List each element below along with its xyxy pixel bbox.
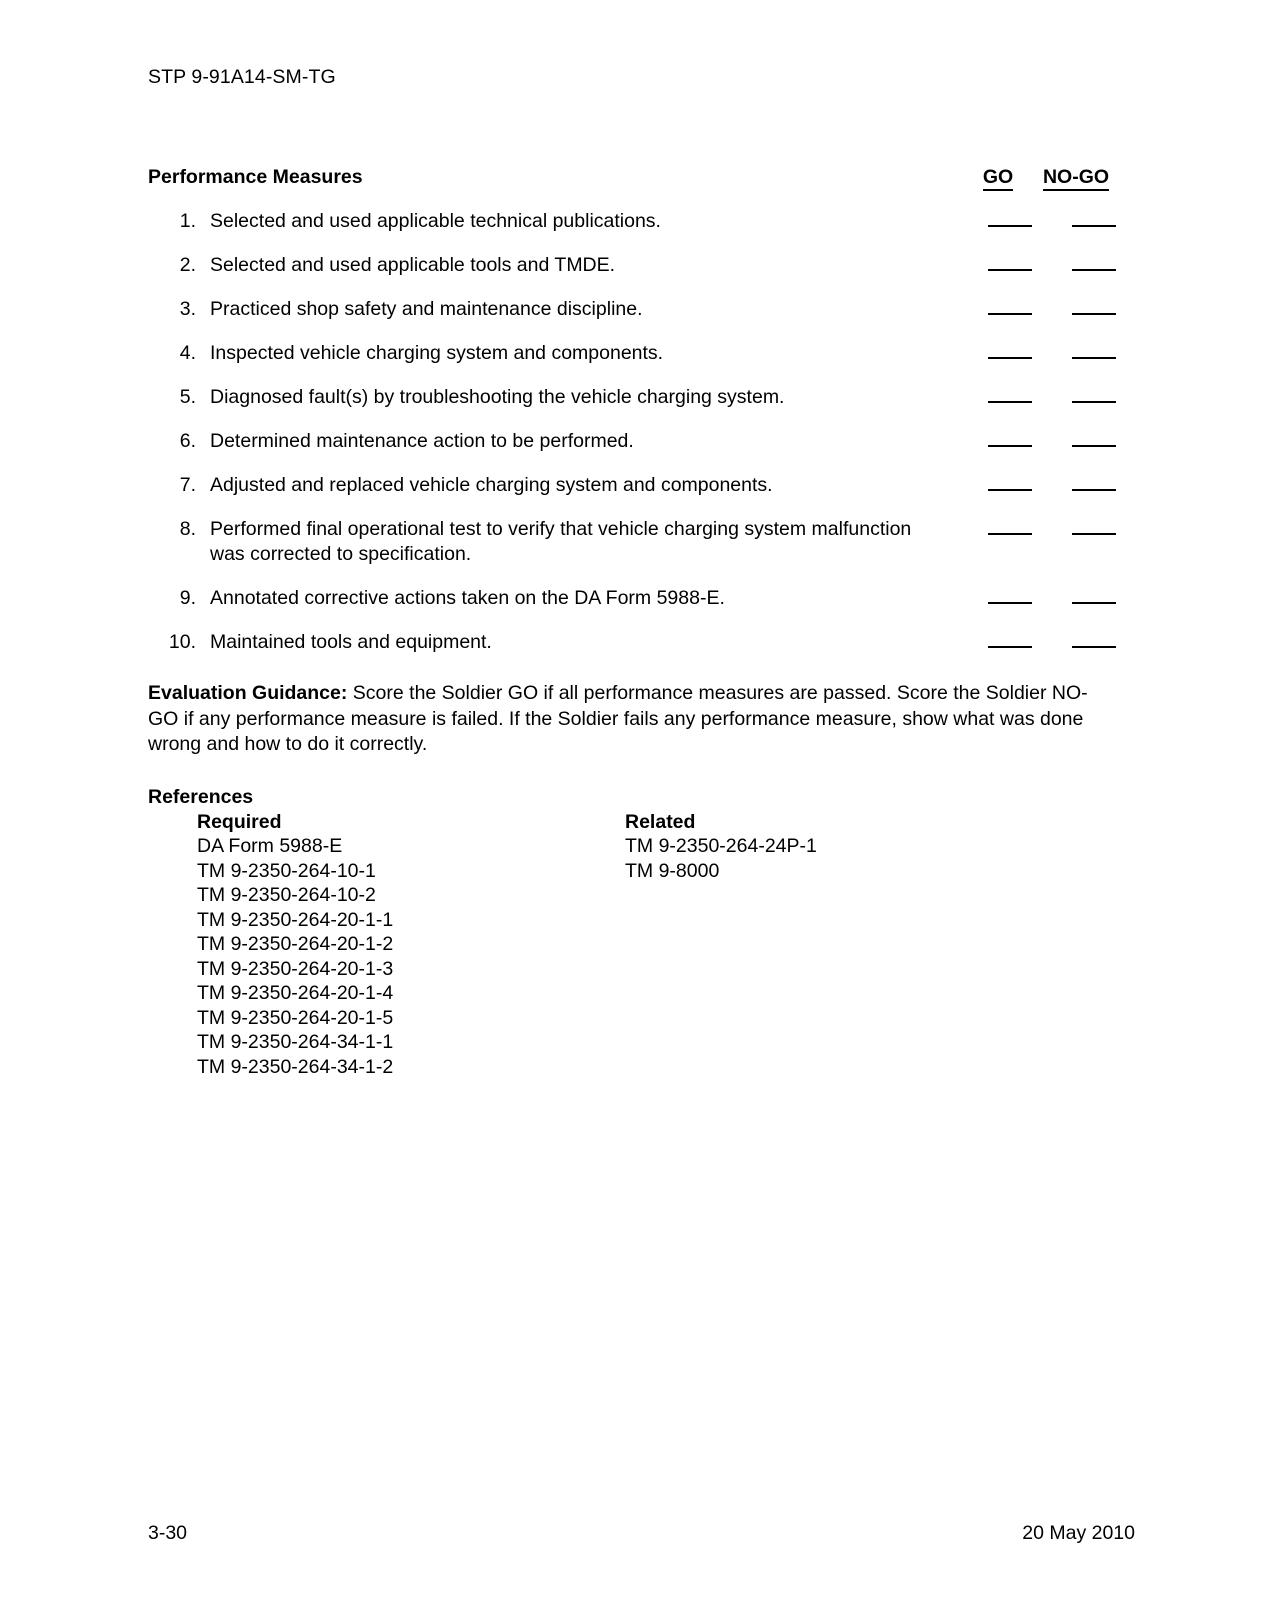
reference-item: TM 9-2350-264-20-1-3: [197, 957, 394, 980]
measure-nogo-blank[interactable]: [1072, 401, 1116, 403]
column-header-nogo: [1038, 166, 1114, 189]
references-related-heading: Related: [625, 810, 696, 833]
measure-go-blank[interactable]: [988, 313, 1032, 315]
measure-text: Selected and used applicable technical publications.: [210, 210, 661, 232]
evaluation-guidance-label: Evaluation Guidance:: [148, 682, 348, 704]
reference-item: TM 9-2350-264-20-1-5: [197, 1006, 394, 1029]
references-heading: References: [148, 785, 254, 808]
measure-text: Practiced shop safety and maintenance discipline.: [210, 298, 643, 320]
measure-number: 2.: [179, 254, 196, 276]
measure-row: [148, 385, 1114, 410]
measure-text: Selected and used applicable tools and TMDE.: [210, 254, 616, 276]
measure-nogo-blank[interactable]: [1072, 313, 1116, 315]
evaluation-guidance: [148, 681, 1114, 758]
reference-item: TM 9-2350-264-34-1-2: [197, 1055, 394, 1078]
measure-go-blank[interactable]: [988, 357, 1032, 359]
performance-measures-title: Performance Measures: [148, 166, 363, 188]
measure-text: Adjusted and replaced vehicle charging system and components.: [210, 474, 773, 496]
reference-item: DA Form 5988-E: [197, 835, 343, 857]
references-required-column: [197, 810, 393, 1080]
measure-number: 1.: [179, 210, 196, 232]
measure-number: 3.: [179, 298, 196, 320]
reference-item: TM 9-2350-264-24P-1: [625, 835, 817, 857]
measure-text: Diagnosed fault(s) by troubleshooting the vehicle charging system.: [210, 386, 785, 408]
measure-go-blank[interactable]: [988, 445, 1032, 447]
evaluation-guidance-text: Score the Soldier GO if all performance measures are passed. Score the Soldier NO-GO if any performance measure is failed. If the Soldier fails any performance measure, show what was done wrong and how to do it correctly.: [148, 682, 1088, 755]
references-section: [148, 785, 1114, 1078]
measure-row: [148, 586, 1114, 611]
measure-text: Performed final operational test to verify that vehicle charging system malfunction was corrected to specification.: [210, 518, 912, 565]
reference-item: TM 9-2350-264-34-1-1: [197, 1031, 394, 1053]
measure-number: 4.: [179, 342, 196, 364]
footer-page-number: 3-30: [148, 1522, 188, 1544]
measure-go-blank[interactable]: [988, 489, 1032, 491]
reference-item: TM 9-2350-264-20-1-1: [197, 908, 394, 931]
measure-go-blank[interactable]: [988, 401, 1032, 403]
measure-nogo-blank[interactable]: [1072, 533, 1116, 535]
page-content: [148, 166, 1114, 1078]
measure-row: [148, 517, 1114, 567]
column-header-go-label: GO: [983, 166, 1013, 191]
measure-number: 6.: [179, 430, 196, 452]
measure-number: 5.: [179, 386, 196, 408]
measure-text: Inspected vehicle charging system and components.: [210, 342, 664, 364]
references-columns: [148, 810, 1114, 1078]
measure-nogo-blank[interactable]: [1072, 646, 1116, 648]
measure-number: 8.: [179, 518, 196, 540]
performance-measures-header: [148, 166, 1114, 196]
measure-nogo-blank[interactable]: [1072, 269, 1116, 271]
column-header-nogo-label: NO-GO: [1043, 166, 1109, 191]
measure-row: [148, 209, 1114, 234]
measure-row: [148, 630, 1114, 655]
measure-row: [148, 253, 1114, 278]
running-head: STP 9-91A14-SM-TG: [148, 66, 336, 88]
measure-nogo-blank[interactable]: [1072, 445, 1116, 447]
measure-row: [148, 341, 1114, 366]
footer-date: 20 May 2010: [1022, 1522, 1135, 1544]
page-footer: [148, 1522, 1135, 1548]
measure-number: 9.: [179, 587, 196, 609]
measure-number: 7.: [179, 474, 196, 496]
measure-row: [148, 473, 1114, 498]
measure-nogo-blank[interactable]: [1072, 489, 1116, 491]
measure-row: [148, 429, 1114, 454]
performance-measures-list: [148, 209, 1114, 655]
reference-item: TM 9-2350-264-10-1: [197, 859, 376, 882]
measure-go-blank[interactable]: [988, 602, 1032, 604]
measure-text: Annotated corrective actions taken on the DA Form 5988-E.: [210, 587, 725, 609]
reference-item: TM 9-8000: [625, 859, 720, 882]
measure-nogo-blank[interactable]: [1072, 602, 1116, 604]
measure-go-blank[interactable]: [988, 646, 1032, 648]
column-header-go: [970, 166, 1026, 189]
reference-item: TM 9-2350-264-20-1-4: [197, 982, 394, 1004]
measure-go-blank[interactable]: [988, 269, 1032, 271]
reference-item: TM 9-2350-264-10-2: [197, 884, 376, 906]
measure-go-blank[interactable]: [988, 533, 1032, 535]
measure-nogo-blank[interactable]: [1072, 225, 1116, 227]
reference-item: TM 9-2350-264-20-1-2: [197, 933, 394, 955]
references-required-heading: Required: [197, 810, 282, 833]
measure-text: Determined maintenance action to be performed.: [210, 430, 634, 452]
measure-nogo-blank[interactable]: [1072, 357, 1116, 359]
measure-number: 10.: [168, 631, 196, 653]
measure-text: Maintained tools and equipment.: [210, 631, 492, 653]
measure-row: [148, 297, 1114, 322]
references-related-column: [625, 810, 817, 884]
measure-go-blank[interactable]: [988, 225, 1032, 227]
